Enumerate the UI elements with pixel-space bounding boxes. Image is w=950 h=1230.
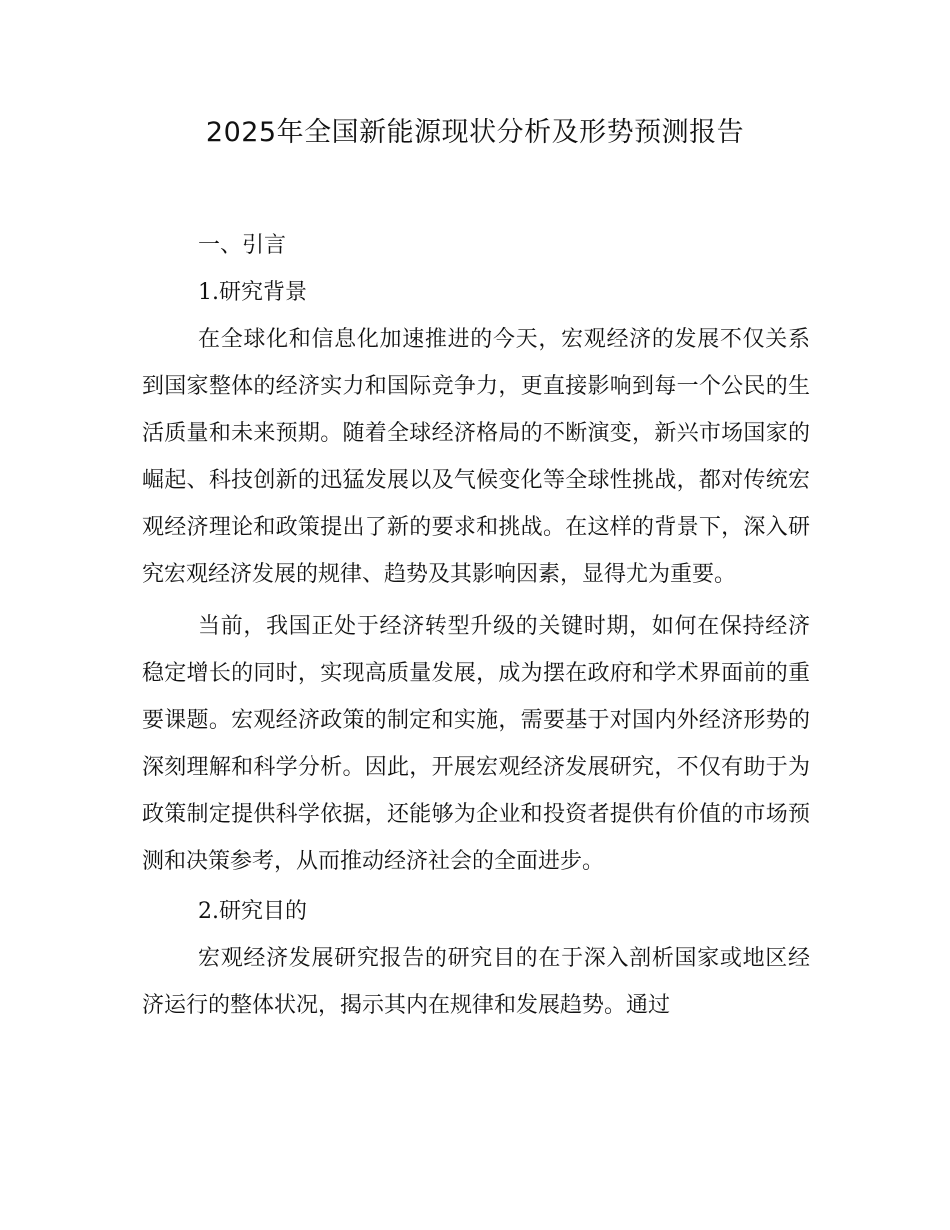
paragraph-background-2: 当前，我国正处于经济转型升级的关键时期，如何在保持经济稳定增长的同时，实现高质量发展，成为摆在政府和学术界面前的重要课题。宏观经济政策的制定和实施，需要基于对国内外经济形势的深刻理解和科学分析。因此，开展宏观经济发展研究，不仅有助于为政策制定提供科学依据，还能够为企业和投资者提供有价值的市场预测和决策参考，从而推动经济社会的全面进步。 (142, 614, 810, 874)
document-body (142, 228, 810, 1040)
subsection-heading-background: 1.研究背景 (198, 280, 307, 305)
paragraph-background-1: 在全球化和信息化加速推进的今天，宏观经济的发展不仅关系到国家整体的经济实力和国际竞争力，更直接影响到每一个公民的生活质量和未来预期。随着全球经济格局的不断演变，新兴市场国家的崛起、科技创新的迅猛发展以及气候变化等全球性挑战，都对传统宏观经济理论和政策提出了新的要求和挑战。在这样的背景下，深入研究宏观经济发展的规律、趋势及其影响因素，显得尤为重要。 (142, 327, 810, 587)
paragraph-purpose-1: 宏观经济发展研究报告的研究目的在于深入剖析国家或地区经济运行的整体状况，揭示其内在规律和发展趋势。通过 (142, 946, 810, 1018)
document-title: 2025年全国新能源现状分析及形势预测报告 (205, 117, 745, 148)
section-heading-introduction: 一、引言 (198, 233, 287, 258)
subsection-heading-purpose: 2.研究目的 (198, 899, 307, 924)
